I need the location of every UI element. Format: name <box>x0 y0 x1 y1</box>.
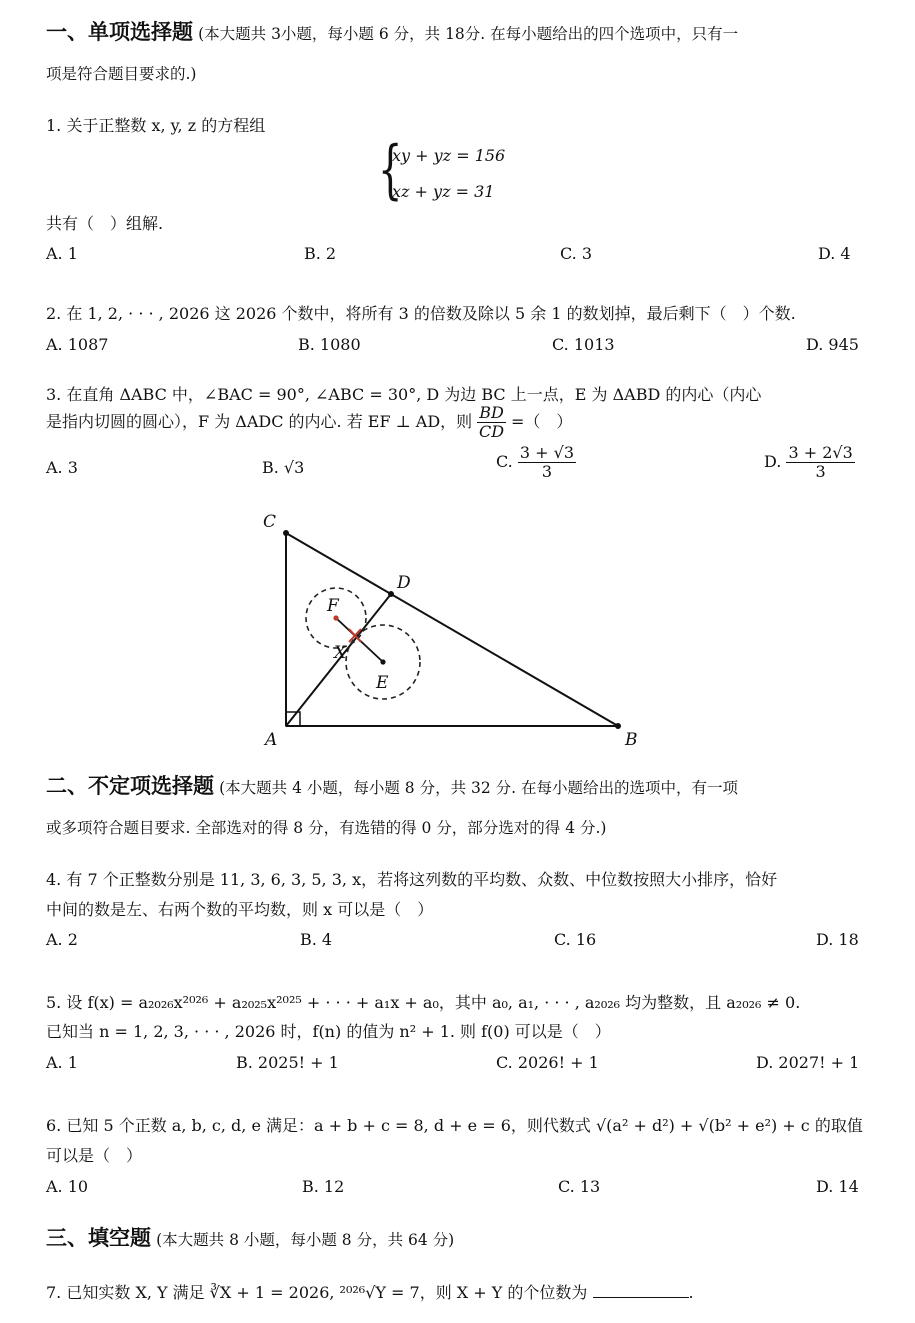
section-2-title: 二、不定项选择题 <box>46 774 214 798</box>
label-f: F <box>327 596 339 616</box>
label-x: X <box>334 643 347 663</box>
section-2-note-cont: 或多项符合题目要求. 全部选对的得 8 分，有选错的得 0 分，部分选对的得 4 分.) <box>46 819 607 837</box>
q3-option-d-denominator: 3 <box>815 462 826 481</box>
q6-option-c[interactable]: C. 13 <box>558 1177 601 1196</box>
q6-line-1: 6. 已知 5 个正数 a, b, c, d, e 满足：a + b + c = 8, d + e = 6，则代数式 √(a² + d²) + √(b² + e²) + c 的取值 <box>46 1116 863 1135</box>
q5-option-c[interactable]: C. 2026! + 1 <box>496 1053 599 1072</box>
q3-option-a[interactable]: A. 3 <box>46 458 78 477</box>
point-d <box>388 591 394 597</box>
q3-line-2-tail: =（ ） <box>510 412 573 431</box>
q3-ratio-denominator: CD <box>479 422 505 441</box>
label-d: D <box>397 573 411 593</box>
q2-option-a[interactable]: A. 1087 <box>46 335 109 354</box>
q5-option-d[interactable]: D. 2027! + 1 <box>756 1053 860 1072</box>
q4-line-2: 中间的数是左、右两个数的平均数，则 x 可以是（ ） <box>46 900 434 919</box>
q3-option-c-denominator: 3 <box>541 462 553 481</box>
q1-equation-2: xz + yz = 31 <box>392 182 495 201</box>
q4-option-d[interactable]: D. 18 <box>816 930 859 949</box>
q2-option-b[interactable]: B. 1080 <box>298 335 361 354</box>
q1-tail: 共有（ ）组解. <box>46 214 164 233</box>
q6-option-a[interactable]: A. 10 <box>46 1177 89 1196</box>
q7-line <box>46 1283 694 1303</box>
q5-line-1: 5. 设 f(x) = a₂₀₂₆x²⁰²⁶ + a₂₀₂₅x²⁰²⁵ + · · · + a₁x + a₀，其中 a₀, a₁, · · · , a₂₀₂₆ 均为整数，且 a₂₀₂₆ ≠ 0. <box>46 993 801 1012</box>
q2-option-c[interactable]: C. 1013 <box>552 335 615 354</box>
side-cb <box>286 533 618 726</box>
section-3-header <box>46 1228 454 1250</box>
q4-line-1: 4. 有 7 个正整数分别是 11, 3, 6, 3, 5, 3, x，若将这列数的平均数、众数、中位数按照大小排序，恰好 <box>46 870 778 889</box>
q1-option-c[interactable]: C. 3 <box>560 244 593 263</box>
section-2-header <box>46 776 738 798</box>
q5-option-a[interactable]: A. 1 <box>46 1053 78 1072</box>
label-a: A <box>265 730 278 750</box>
q6-line-2: 可以是（ ） <box>46 1146 143 1165</box>
left-brace-icon: { <box>378 133 403 207</box>
q3-option-c-label: C. <box>496 452 513 471</box>
q6-option-b[interactable]: B. 12 <box>302 1177 345 1196</box>
q1-equation-1: xy + yz = 156 <box>392 146 506 165</box>
q3-option-d-numerator: 3 + 2√3 <box>788 443 853 462</box>
section-3-note: (本大题共 8 小题，每小题 8 分，共 64 分) <box>156 1231 455 1249</box>
section-2-note: (本大题共 4 小题，每小题 8 分，共 32 分. 在每小题给出的选项中，有一项 <box>219 779 739 797</box>
q5-option-b[interactable]: B. 2025! + 1 <box>236 1053 339 1072</box>
q3-option-d-label: D. <box>764 452 782 471</box>
q4-option-c[interactable]: C. 16 <box>554 930 597 949</box>
q3-line-1: 3. 在直角 ΔABC 中，∠BAC = 90°, ∠ABC = 30°, D 为边 BC 上一点，E 为 ΔABD 的内心（内心 <box>46 385 762 404</box>
q7-answer-blank[interactable] <box>593 1283 689 1298</box>
q2-stem: 2. 在 1, 2, · · · , 2026 这 2026 个数中，将所有 3 的倍数及除以 5 余 1 的数划掉，最后剩下（ ）个数. <box>46 304 796 323</box>
q1-stem: 1. 关于正整数 x, y, z 的方程组 <box>46 116 266 135</box>
section-1-title: 一、单项选择题 <box>46 20 193 44</box>
q5-line-2: 已知当 n = 1, 2, 3, · · · , 2026 时，f(n) 的值为 n² + 1. 则 f(0) 可以是（ ） <box>46 1022 611 1041</box>
q3-option-c-numerator: 3 + √3 <box>519 443 574 462</box>
q1-option-a[interactable]: A. 1 <box>46 244 78 263</box>
q3-ratio-numerator: BD <box>479 403 504 422</box>
q7-text: 7. 已知实数 X, Y 满足 ∛X + 1 = 2026, ²⁰²⁶√Y = 7，则 X + Y 的个位数为 <box>46 1283 588 1302</box>
section-1-note: (本大题共 3小题，每小题 6 分，共 18分. 在每小题给出的四个选项中，只有一 <box>198 25 739 43</box>
point-c <box>283 530 289 536</box>
q6-option-d[interactable]: D. 14 <box>816 1177 859 1196</box>
point-b <box>615 723 621 729</box>
q2-option-d[interactable]: D. 945 <box>806 335 859 354</box>
q4-option-b[interactable]: B. 4 <box>300 930 333 949</box>
section-1-note-cont: 项是符合题目要求的.) <box>46 65 197 83</box>
label-b: B <box>625 730 638 750</box>
label-c: C <box>263 512 277 532</box>
q1-option-d[interactable]: D. 4 <box>818 244 851 263</box>
q3-line-2-text: 是指内切圆的圆心），F 为 ΔADC 的内心. 若 EF ⊥ AD，则 <box>46 412 473 431</box>
label-e: E <box>376 673 389 693</box>
q1-option-b[interactable]: B. 2 <box>304 244 337 263</box>
point-f <box>333 615 338 620</box>
q4-option-a[interactable]: A. 2 <box>46 930 78 949</box>
point-e <box>380 659 385 664</box>
q3-option-b[interactable]: B. √3 <box>262 458 305 477</box>
q7-tail: . <box>688 1283 694 1302</box>
section-3-title: 三、填空题 <box>46 1226 151 1250</box>
